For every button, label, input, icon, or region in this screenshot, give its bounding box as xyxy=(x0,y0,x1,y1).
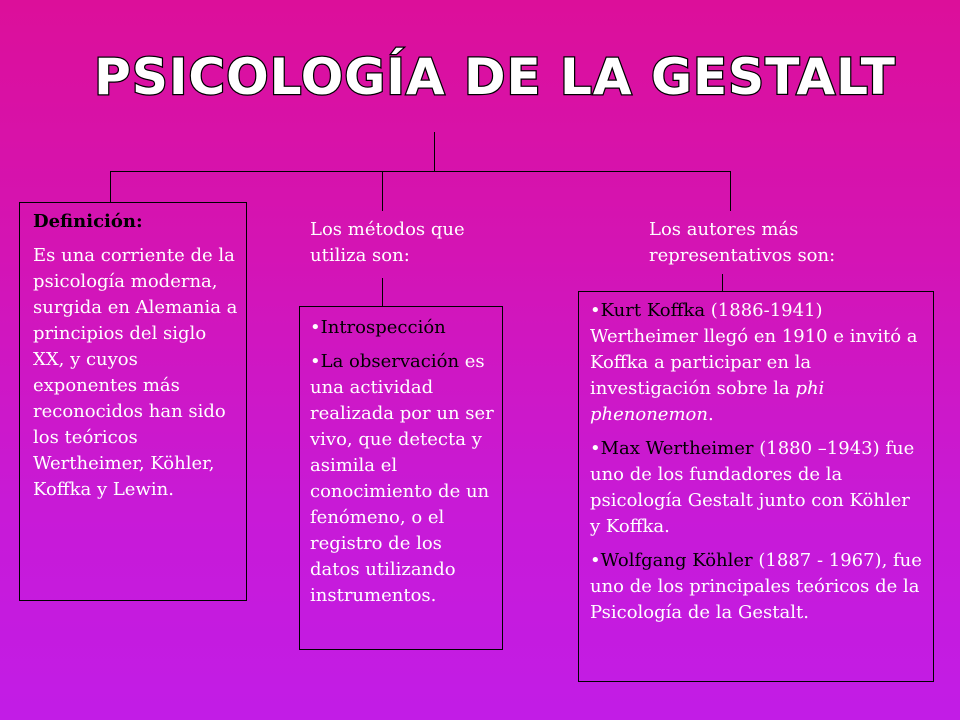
connector-middle xyxy=(382,171,383,211)
definicion-heading: Definición: xyxy=(33,211,143,232)
autor-kohler-text: (1887 - 1967), fue uno de los principales teóricos de la Psicología de la Gestalt. xyxy=(590,550,922,623)
autor-koffka-italic: phi phenonemon xyxy=(590,378,825,425)
autor-kohler-name: Wolfgang Köhler xyxy=(600,550,753,571)
connector-middle-lower xyxy=(382,278,383,306)
autores-box xyxy=(578,291,934,682)
autor-wertheimer: •Max Wertheimer (1880 –1943) fue uno de los fundadores de la psicología Gestalt junto con Köhler y Koffka. xyxy=(590,438,915,537)
autor-wertheimer-name: Max Wertheimer xyxy=(600,438,754,459)
autor-koffka-text: (1886-1941) Wertheimer llegó en 1910 e invitó a Koffka a participar en la investigación sobre la xyxy=(590,300,918,399)
metodo-introspeccion: •Introspección xyxy=(310,317,446,338)
metodo-observacion: •La observación es una actividad realizada por un ser vivo, que detecta y asimila el conocimiento de un fenómeno, o el registro de los datos utilizando instrumentos. xyxy=(310,351,494,606)
definicion-box xyxy=(19,202,247,601)
metodo-observacion-text: es una actividad realizada por un ser vivo, que detecta y asimila el conocimiento de un fenómeno, o el registro de los datos utilizando instrumentos. xyxy=(310,351,494,606)
connector-right xyxy=(730,171,731,211)
autor-koffka: •Kurt Koffka (1886-1941) Wertheimer llegó en 1910 e invitó a Koffka a participar en la investigación sobre la phi phenonemon. xyxy=(590,300,918,425)
page-title: PSICOLOGÍA DE LA GESTALT xyxy=(94,48,896,106)
autor-kohler: •Wolfgang Köhler (1887 - 1967), fue uno de los principales teóricos de la Psicología de la Gestalt. xyxy=(590,550,922,623)
connector-trunk xyxy=(434,132,435,172)
connector-horizontal xyxy=(110,171,731,172)
metodos-box xyxy=(299,306,503,650)
autor-koffka-name: Kurt Koffka xyxy=(600,300,706,321)
autor-wertheimer-text: (1880 –1943) fue uno de los fundadores de la psicología Gestalt junto con Köhler y Koffka. xyxy=(590,438,915,537)
autores-heading: Los autores más representativos son: xyxy=(649,219,836,266)
metodo-introspeccion-label: Introspección xyxy=(320,317,446,338)
definicion-text: Es una corriente de la psicología moderna, surgida en Alemania a principios del siglo XX, y cuyos exponentes más reconocidos han sido los teóricos Wertheimer, Köhler, Koffka y Lewin. xyxy=(33,245,238,500)
autor-koffka-end: . xyxy=(707,404,714,425)
metodo-observacion-term: La observación xyxy=(320,351,460,372)
connector-left xyxy=(110,171,111,203)
connector-right-lower xyxy=(722,274,723,292)
metodos-heading: Los métodos que utiliza son: xyxy=(310,219,465,266)
